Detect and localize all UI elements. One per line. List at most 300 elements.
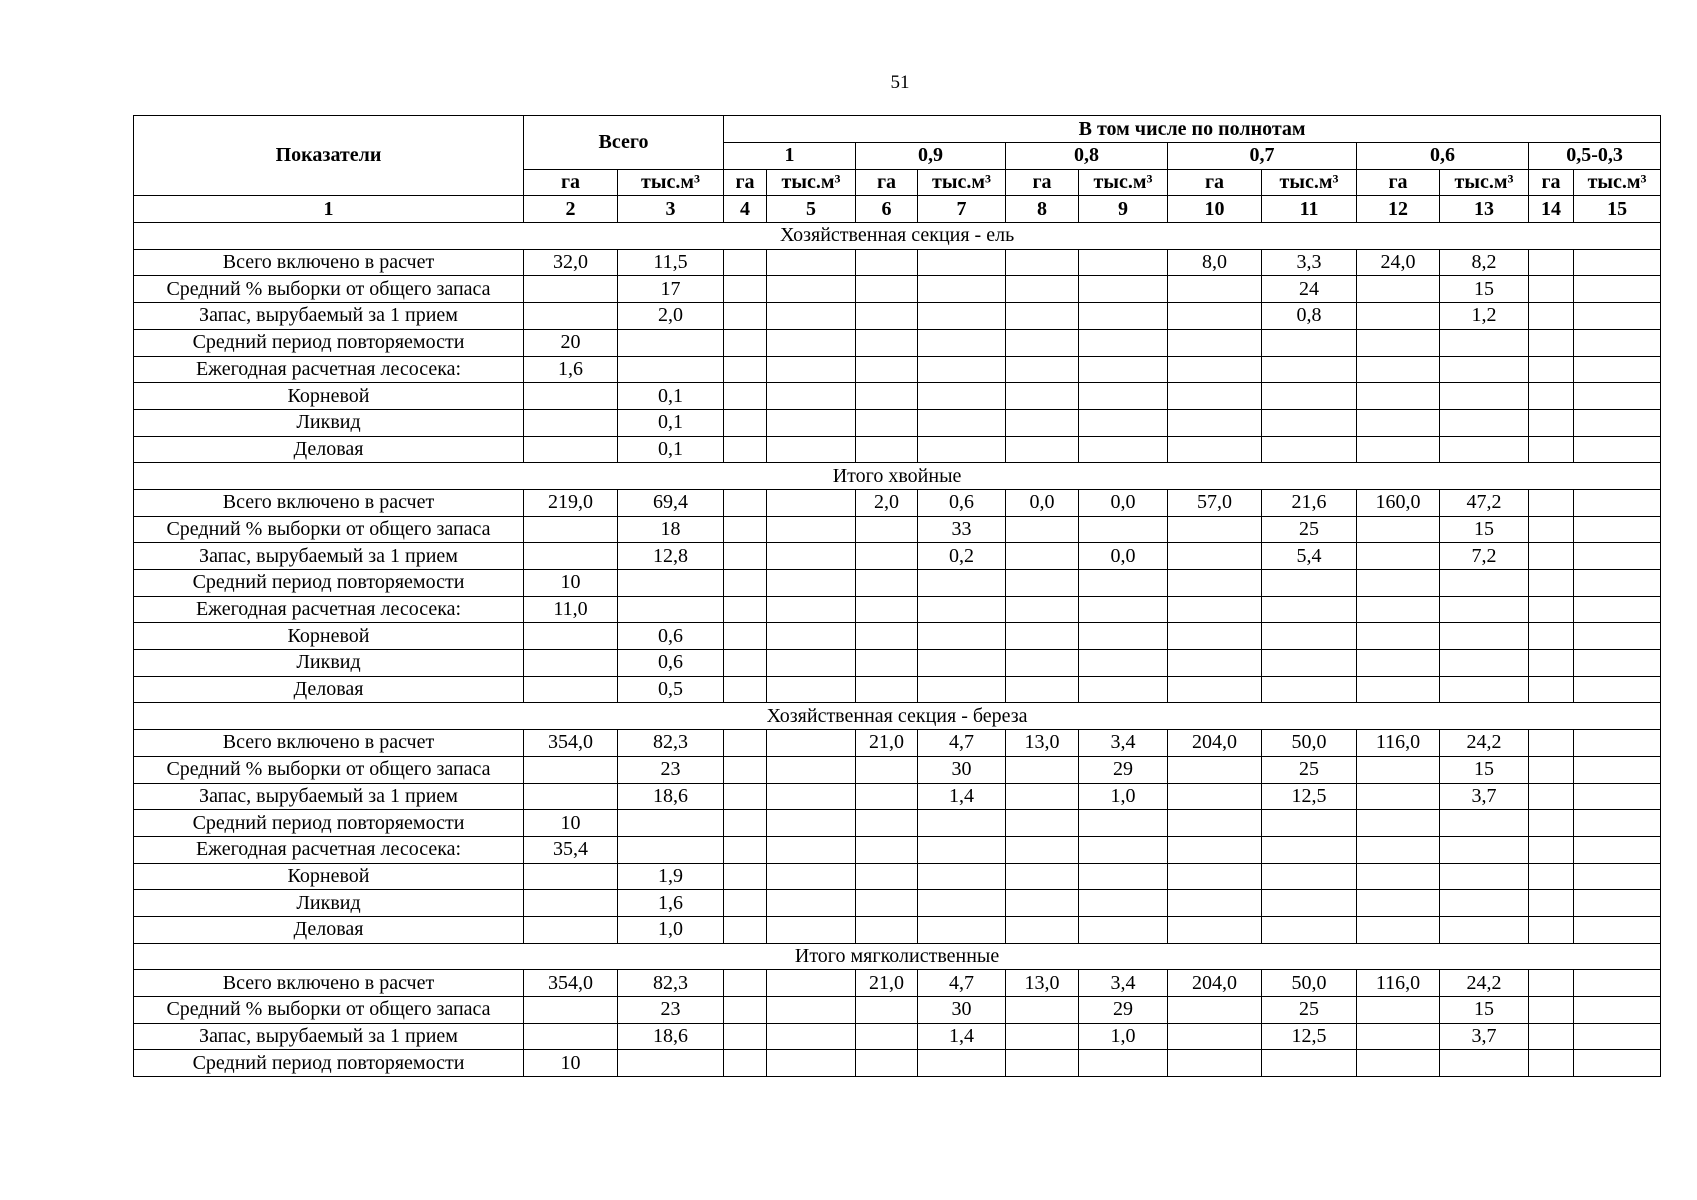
table-cell [524, 890, 618, 917]
table-cell [1079, 516, 1168, 543]
table-cell [1357, 623, 1440, 650]
table-cell [1079, 596, 1168, 623]
table-cell [1440, 409, 1529, 436]
table-cell [1079, 329, 1168, 356]
table-row [134, 970, 1661, 997]
table-cell [1357, 916, 1440, 943]
row-label: Деловая [134, 676, 524, 703]
table-cell: 1,0 [1079, 783, 1168, 810]
table-cell [724, 756, 767, 783]
table-cell: 17 [618, 276, 724, 303]
table-cell: 4,7 [918, 730, 1006, 757]
table-cell: 2,0 [856, 489, 918, 516]
table-cell [1006, 543, 1079, 570]
table-cell [1574, 970, 1661, 997]
table-cell [724, 383, 767, 410]
table-cell [1006, 783, 1079, 810]
table-cell [1262, 863, 1357, 890]
table-cell [1079, 1050, 1168, 1077]
table-cell: 0,1 [618, 409, 724, 436]
column-number: 9 [1079, 196, 1168, 223]
table-cell [856, 676, 918, 703]
table-cell [1529, 1050, 1574, 1077]
table-cell [1529, 676, 1574, 703]
table-cell [1006, 303, 1079, 330]
table-cell [767, 970, 856, 997]
table-cell: 12,8 [618, 543, 724, 570]
table-cell: 1,9 [618, 863, 724, 890]
table-cell: 116,0 [1357, 730, 1440, 757]
table-cell [1262, 650, 1357, 677]
by-density-header: В том числе по полнотам [724, 116, 1661, 143]
table-cell [767, 756, 856, 783]
table-cell [856, 836, 918, 863]
table-cell: 29 [1079, 997, 1168, 1024]
table-cell [1262, 623, 1357, 650]
table-cell [918, 249, 1006, 276]
row-label: Средний период повторяемости [134, 329, 524, 356]
table-cell: 15 [1440, 516, 1529, 543]
table-cell [1440, 890, 1529, 917]
table-cell [918, 623, 1006, 650]
table-cell [856, 356, 918, 383]
table-cell: 18,6 [618, 783, 724, 810]
table-cell [1006, 436, 1079, 463]
page-number: 51 [890, 72, 910, 93]
table-cell [1529, 1023, 1574, 1050]
table-cell [1357, 409, 1440, 436]
table-cell: 0,0 [1006, 489, 1079, 516]
row-label: Ликвид [134, 890, 524, 917]
row-label: Ликвид [134, 650, 524, 677]
table-cell [1006, 810, 1079, 837]
column-number: 8 [1006, 196, 1079, 223]
table-cell [1357, 436, 1440, 463]
table-cell [618, 836, 724, 863]
section-title: Хозяйственная секция - береза [134, 703, 1661, 730]
table-cell [1079, 623, 1168, 650]
unit-volume-header: тыс.м³ [618, 169, 724, 196]
table-cell [1529, 916, 1574, 943]
row-label: Всего включено в расчет [134, 730, 524, 757]
table-cell [618, 329, 724, 356]
table-cell [1574, 1050, 1661, 1077]
table-cell [1574, 890, 1661, 917]
table-cell: 354,0 [524, 970, 618, 997]
table-cell [1006, 997, 1079, 1024]
table-cell [724, 836, 767, 863]
table-cell [1357, 303, 1440, 330]
table-cell [1079, 650, 1168, 677]
column-number: 12 [1357, 196, 1440, 223]
table-cell [1006, 1050, 1079, 1077]
table-cell [767, 383, 856, 410]
table-cell: 21,6 [1262, 489, 1357, 516]
table-cell [1006, 356, 1079, 383]
table-cell [1006, 916, 1079, 943]
table-cell [1529, 356, 1574, 383]
table-row [134, 756, 1661, 783]
table-cell [1574, 836, 1661, 863]
table-cell [767, 650, 856, 677]
table-cell [1006, 383, 1079, 410]
table-cell [1529, 836, 1574, 863]
table-cell [1079, 863, 1168, 890]
table-cell [767, 276, 856, 303]
table-cell [1440, 916, 1529, 943]
table-cell [1357, 890, 1440, 917]
table-cell [724, 676, 767, 703]
table-cell [856, 916, 918, 943]
table-cell [1168, 329, 1262, 356]
table-row [134, 810, 1661, 837]
unit-ha-header: га [1168, 169, 1262, 196]
table-cell [724, 730, 767, 757]
table-cell [724, 249, 767, 276]
density-header: 0,7 [1168, 143, 1357, 170]
table-cell [856, 756, 918, 783]
table-cell [1529, 409, 1574, 436]
table-cell [1529, 596, 1574, 623]
indicator-header: Показатели [134, 116, 524, 196]
table-cell [724, 916, 767, 943]
table-cell [1574, 516, 1661, 543]
row-label: Корневой [134, 383, 524, 410]
table-cell [767, 409, 856, 436]
table-cell [524, 916, 618, 943]
table-cell [918, 890, 1006, 917]
table-cell [1574, 383, 1661, 410]
table-cell: 69,4 [618, 489, 724, 516]
table-cell [918, 676, 1006, 703]
unit-ha-header: га [1006, 169, 1079, 196]
table-cell: 30 [918, 756, 1006, 783]
table-cell [1262, 916, 1357, 943]
table-cell [1574, 810, 1661, 837]
table-cell [1006, 650, 1079, 677]
table-cell: 354,0 [524, 730, 618, 757]
table-cell: 1,0 [618, 916, 724, 943]
table-cell [1357, 997, 1440, 1024]
table-cell [524, 383, 618, 410]
table-cell [1574, 543, 1661, 570]
table-row [134, 329, 1661, 356]
table-cell [1262, 596, 1357, 623]
table-cell [856, 997, 918, 1024]
table-cell [856, 1023, 918, 1050]
unit-ha-header: га [1529, 169, 1574, 196]
table-cell [1079, 303, 1168, 330]
table-cell [1440, 1050, 1529, 1077]
table-cell [1168, 1023, 1262, 1050]
table-cell [1079, 836, 1168, 863]
table-cell [1262, 329, 1357, 356]
row-label: Запас, вырубаемый за 1 прием [134, 303, 524, 330]
table-cell: 0,8 [1262, 303, 1357, 330]
table-cell [524, 516, 618, 543]
table-cell [1006, 516, 1079, 543]
table-cell: 35,4 [524, 836, 618, 863]
table-cell [1079, 570, 1168, 597]
unit-volume-header: тыс.м³ [1440, 169, 1529, 196]
table-cell [1574, 863, 1661, 890]
table-cell: 0,6 [618, 650, 724, 677]
table-cell [918, 409, 1006, 436]
table-cell: 0,5 [618, 676, 724, 703]
table-cell [767, 570, 856, 597]
row-label: Всего включено в расчет [134, 970, 524, 997]
table-cell [618, 570, 724, 597]
table-cell [856, 863, 918, 890]
section-title: Итого хвойные [134, 463, 1661, 490]
table-cell [524, 863, 618, 890]
table-cell [1168, 676, 1262, 703]
table-cell [1006, 570, 1079, 597]
table-cell [1006, 863, 1079, 890]
row-label: Средний % выборки от общего запаса [134, 756, 524, 783]
table-cell [524, 276, 618, 303]
column-number: 13 [1440, 196, 1529, 223]
table-cell [1440, 356, 1529, 383]
table-cell: 23 [618, 756, 724, 783]
row-label: Ежегодная расчетная лесосека: [134, 596, 524, 623]
table-cell [1529, 329, 1574, 356]
column-number: 5 [767, 196, 856, 223]
table-cell [1574, 783, 1661, 810]
table-cell [1357, 650, 1440, 677]
table-cell: 3,4 [1079, 730, 1168, 757]
table-cell [1079, 249, 1168, 276]
table-cell: 12,5 [1262, 1023, 1357, 1050]
table-cell [918, 383, 1006, 410]
row-label: Всего включено в расчет [134, 489, 524, 516]
table-cell [856, 249, 918, 276]
table-cell [1079, 276, 1168, 303]
table-cell [1006, 329, 1079, 356]
table-cell [767, 1023, 856, 1050]
table-cell [1357, 543, 1440, 570]
table-cell [918, 329, 1006, 356]
table-cell [524, 409, 618, 436]
table-cell: 1,2 [1440, 303, 1529, 330]
table-cell: 4,7 [918, 970, 1006, 997]
table-cell [1529, 516, 1574, 543]
table-cell [1529, 543, 1574, 570]
table-cell [767, 997, 856, 1024]
table-cell [1529, 489, 1574, 516]
table-cell [1168, 383, 1262, 410]
table-cell [1529, 436, 1574, 463]
table-cell [856, 890, 918, 917]
table-cell [767, 623, 856, 650]
table-cell [524, 1023, 618, 1050]
table-cell: 0,0 [1079, 543, 1168, 570]
column-number: 10 [1168, 196, 1262, 223]
table-cell: 20 [524, 329, 618, 356]
table-cell: 57,0 [1168, 489, 1262, 516]
table-cell [1574, 329, 1661, 356]
table-cell [724, 810, 767, 837]
table-cell [1440, 570, 1529, 597]
table-cell [1168, 890, 1262, 917]
table-cell [856, 516, 918, 543]
table-cell [1079, 676, 1168, 703]
row-label: Средний период повторяемости [134, 810, 524, 837]
table-cell: 3,3 [1262, 249, 1357, 276]
table-cell [856, 623, 918, 650]
unit-volume-header: тыс.м³ [1574, 169, 1661, 196]
table-cell [1006, 890, 1079, 917]
table-cell [856, 436, 918, 463]
table-cell [856, 596, 918, 623]
table-cell [724, 650, 767, 677]
table-cell [856, 543, 918, 570]
table-cell: 13,0 [1006, 730, 1079, 757]
row-label: Запас, вырубаемый за 1 прием [134, 1023, 524, 1050]
table-cell: 21,0 [856, 730, 918, 757]
row-label: Ежегодная расчетная лесосека: [134, 836, 524, 863]
table-cell [918, 276, 1006, 303]
table-cell [1529, 810, 1574, 837]
table-row [134, 409, 1661, 436]
table-cell [767, 810, 856, 837]
table-cell [1529, 756, 1574, 783]
unit-volume-header: тыс.м³ [767, 169, 856, 196]
table-row [134, 623, 1661, 650]
unit-volume-header: тыс.м³ [1262, 169, 1357, 196]
table-cell [724, 329, 767, 356]
table-cell: 204,0 [1168, 970, 1262, 997]
table-row [134, 863, 1661, 890]
table-cell [1168, 650, 1262, 677]
column-number: 1 [134, 196, 524, 223]
table-cell [618, 1050, 724, 1077]
table-cell [1529, 863, 1574, 890]
table-cell: 1,4 [918, 783, 1006, 810]
table-cell [724, 623, 767, 650]
table-cell [1440, 836, 1529, 863]
table-cell [767, 890, 856, 917]
table-row [134, 516, 1661, 543]
table-cell [1440, 863, 1529, 890]
table-row [134, 1050, 1661, 1077]
table-cell: 2,0 [618, 303, 724, 330]
table-cell [1079, 436, 1168, 463]
table-cell [724, 516, 767, 543]
table-cell: 47,2 [1440, 489, 1529, 516]
table-cell [1440, 650, 1529, 677]
table-cell [767, 516, 856, 543]
row-label: Деловая [134, 436, 524, 463]
table-cell: 25 [1262, 756, 1357, 783]
table-cell [767, 356, 856, 383]
table-cell [1440, 810, 1529, 837]
column-number: 7 [918, 196, 1006, 223]
table-row [134, 1023, 1661, 1050]
table-cell [1357, 863, 1440, 890]
table-cell [767, 249, 856, 276]
table-cell [724, 997, 767, 1024]
table-cell [1168, 436, 1262, 463]
table-cell: 24,2 [1440, 970, 1529, 997]
row-label: Средний % выборки от общего запаса [134, 276, 524, 303]
table-cell [1529, 276, 1574, 303]
table-cell: 3,7 [1440, 1023, 1529, 1050]
table-cell: 0,1 [618, 436, 724, 463]
table-row [134, 730, 1661, 757]
table-cell [1529, 970, 1574, 997]
table-cell [1079, 383, 1168, 410]
table-cell [1079, 890, 1168, 917]
table-cell [1357, 836, 1440, 863]
table-cell [1168, 356, 1262, 383]
density-header: 0,8 [1006, 143, 1168, 170]
table-cell: 50,0 [1262, 970, 1357, 997]
table-cell [1357, 516, 1440, 543]
table-cell [724, 409, 767, 436]
table-cell [1079, 916, 1168, 943]
row-label: Средний период повторяемости [134, 1050, 524, 1077]
table-cell [918, 303, 1006, 330]
table-cell [918, 916, 1006, 943]
column-number: 11 [1262, 196, 1357, 223]
table-cell [918, 596, 1006, 623]
table-cell [1357, 810, 1440, 837]
table-cell [1006, 623, 1079, 650]
table-cell [1440, 676, 1529, 703]
table-cell [524, 997, 618, 1024]
table-cell [918, 810, 1006, 837]
table-cell [1168, 623, 1262, 650]
column-number: 14 [1529, 196, 1574, 223]
table-cell: 15 [1440, 276, 1529, 303]
table-cell [1574, 303, 1661, 330]
table-cell [1529, 730, 1574, 757]
table-cell [1006, 756, 1079, 783]
table-cell: 11,0 [524, 596, 618, 623]
table-cell: 24,2 [1440, 730, 1529, 757]
section-title-row [134, 703, 1661, 730]
table-row [134, 303, 1661, 330]
density-header: 0,6 [1357, 143, 1529, 170]
table-cell [918, 570, 1006, 597]
total-header: Всего [524, 116, 724, 170]
table-cell: 18,6 [618, 1023, 724, 1050]
table-cell: 24 [1262, 276, 1357, 303]
table-cell [1440, 383, 1529, 410]
table-cell [1440, 329, 1529, 356]
table-row [134, 650, 1661, 677]
table-cell [1529, 783, 1574, 810]
table-cell [724, 863, 767, 890]
table-cell [524, 623, 618, 650]
table-cell [1262, 836, 1357, 863]
table-cell: 10 [524, 1050, 618, 1077]
table-cell [1168, 1050, 1262, 1077]
table-cell: 21,0 [856, 970, 918, 997]
table-row [134, 436, 1661, 463]
table-row [134, 543, 1661, 570]
table-cell [1006, 409, 1079, 436]
unit-ha-header: га [524, 169, 618, 196]
table-cell [1440, 623, 1529, 650]
table-header [134, 116, 1661, 223]
table-cell [524, 650, 618, 677]
table-cell [618, 596, 724, 623]
table-cell [1262, 383, 1357, 410]
row-label: Запас, вырубаемый за 1 прием [134, 543, 524, 570]
table-cell [1357, 1050, 1440, 1077]
